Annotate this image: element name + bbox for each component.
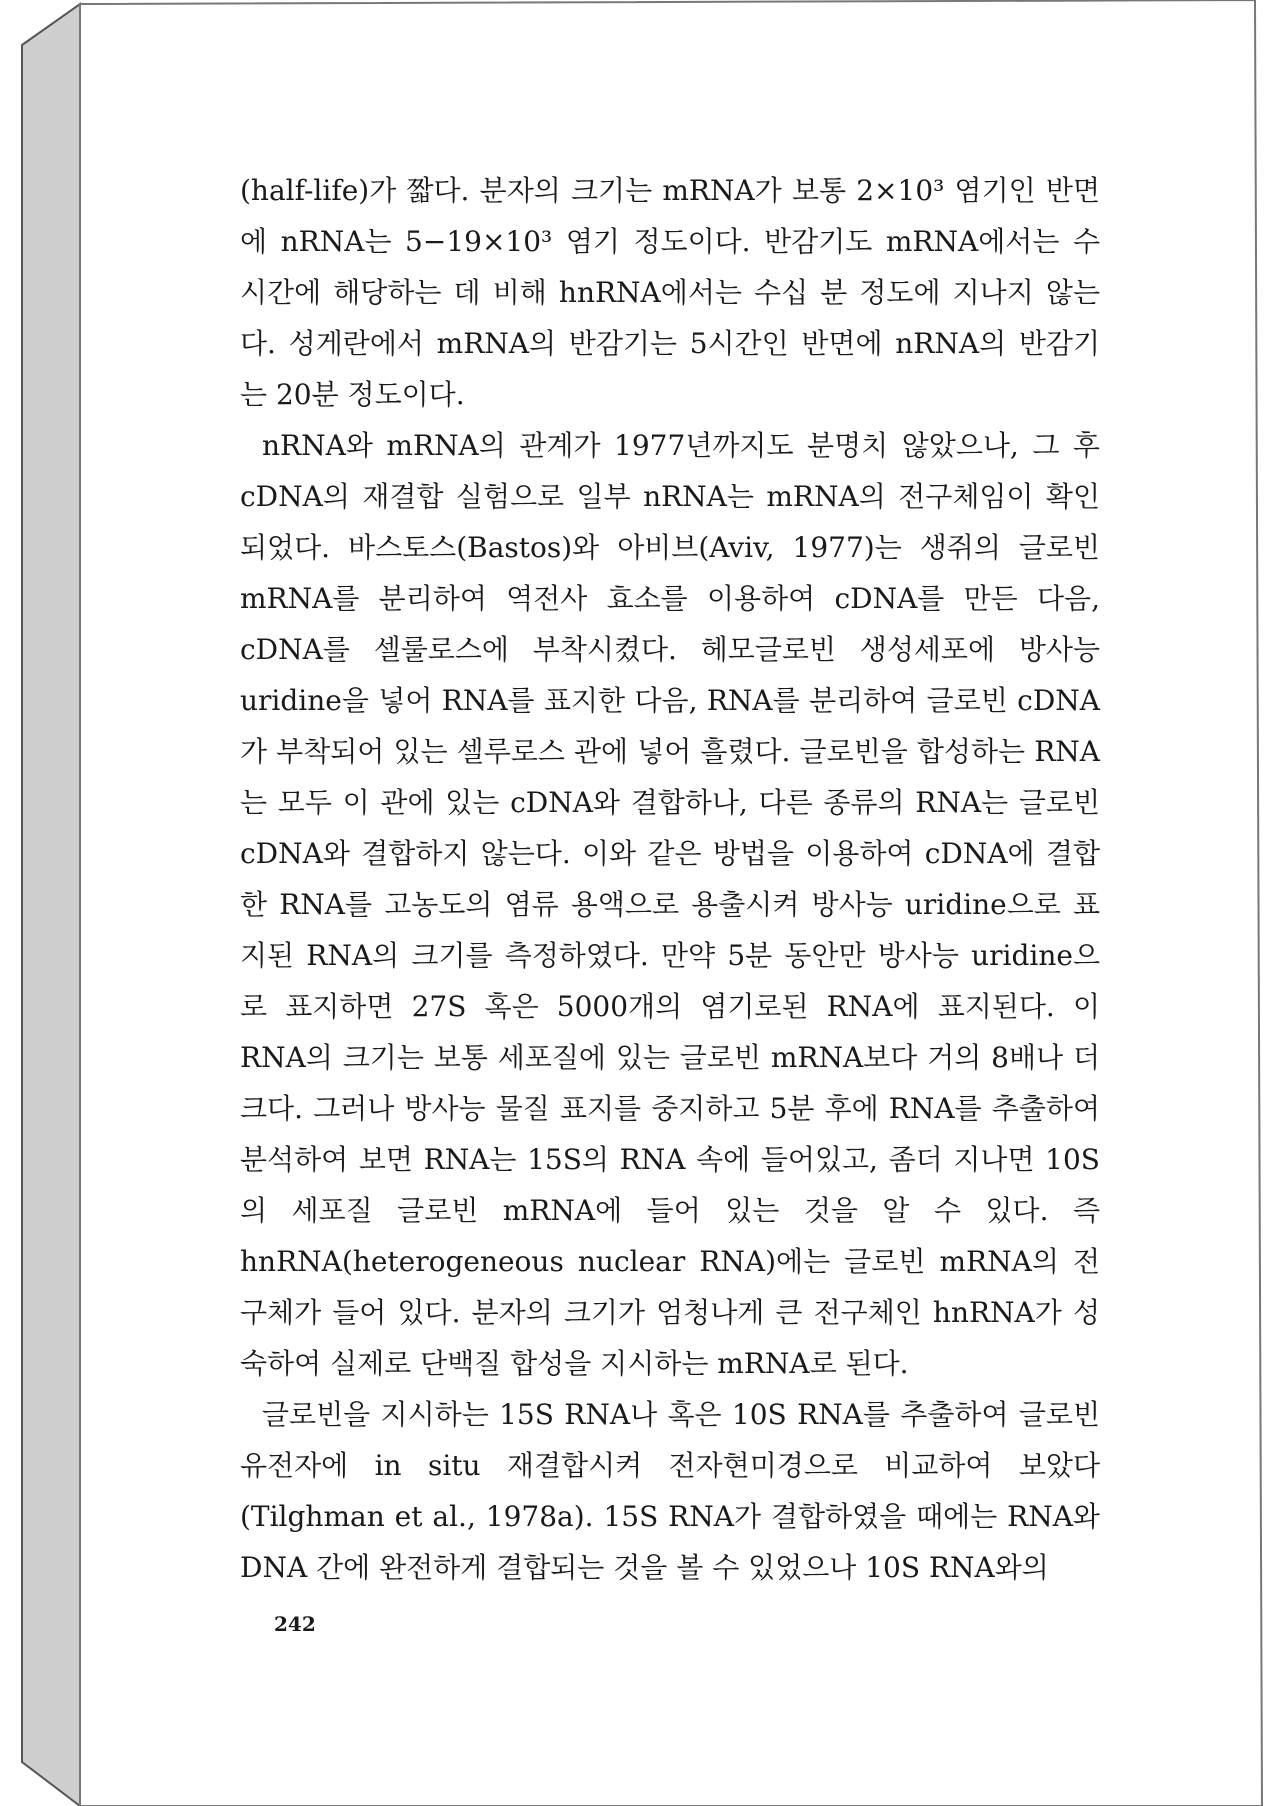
page-number: 242 — [274, 1612, 316, 1636]
paragraph-2: nRNA와 mRNA의 관계가 1977년까지도 분명치 않았으나, 그 후 cDNA의 재결합 실험으로 일부 nRNA는 mRNA의 전구체임이 확인되었다. 바스토스(Bastos)와 아비브(Aviv, 1977)는 생쥐의 글로빈 mRNA를 분리하여 역전사 효소를 이용하여 cDNA를 만든 다음, cDNA를 셀룰로스에 부착시켰다. 헤모글로빈 생성세포에 방사능 uridine을 넣어 RNA를 표지한 다음, RNA를 분리하여 글로빈 cDNA가 부착되어 있는 셀루로스 관에 넣어 흘렸다. 글로빈을 합성하는 RNA는 모두 이 관에 있는 cDNA와 결합하나, 다른 종류의 RNA는 글로빈 cDNA와 결합하지 않는다. 이와 같은 방법을 이용하여 cDNA에 결합한 RNA를 고농도의 염류 용액으로 용출시켜 방사능 uridine으로 표지된 RNA의 크기를 측정하였다. 만약 5분 동안만 방사능 uridine으로 표지하면 27S 혹은 5000개의 염기로된 RNA에 표지된다. 이 RNA의 크기는 보통 세포질에 있는 글로빈 mRNA보다 거의 8배나 더 크다. 그러나 방사능 물질 표지를 중지하고 5분 후에 RNA를 추출하여 분석하여 보면 RNA는 15S의 RNA 속에 들어있고, 좀더 지나면 10S의 세포질 글로빈 mRNA에 들어 있는 것을 알 수 있다. 즉 hnRNA(heterogeneous nuclear RNA)에는 글로빈 mRNA의 전구체가 들어 있다. 분자의 크기가 엄청나게 큰 전구체인 hnRNA가 성숙하여 실제로 단백질 합성을 지시하는 mRNA로 된다. — [240, 429, 1101, 1380]
page-body-text — [240, 165, 1100, 1593]
paragraph-1: (half-life)가 짧다. 분자의 크기는 mRNA가 보통 2×10³ 염기인 반면에 nRNA는 5−19×10³ 염기 정도이다. 반감기도 mRNA에서는 수 시간에 해당하는 데 비해 hnRNA에서는 수십 분 정도에 지나지 않는다. 성게란에서 mRNA의 반감기는 5시간인 반면에 nRNA의 반감기는 20분 정도이다. — [240, 174, 1100, 411]
paragraph-3: 글로빈을 지시하는 15S RNA나 혹은 10S RNA를 추출하여 글로빈유전자에 in situ 재결합시켜 전자현미경으로 비교하여 보았다(Tilghman et al., 1978a). 15S RNA가 결합하였을 때에는 RNA와 DNA 간에 완전하게 결합되는 것을 볼 수 있었으나 10S RNA와의 — [240, 1398, 1100, 1584]
book-spine — [22, 4, 80, 1806]
